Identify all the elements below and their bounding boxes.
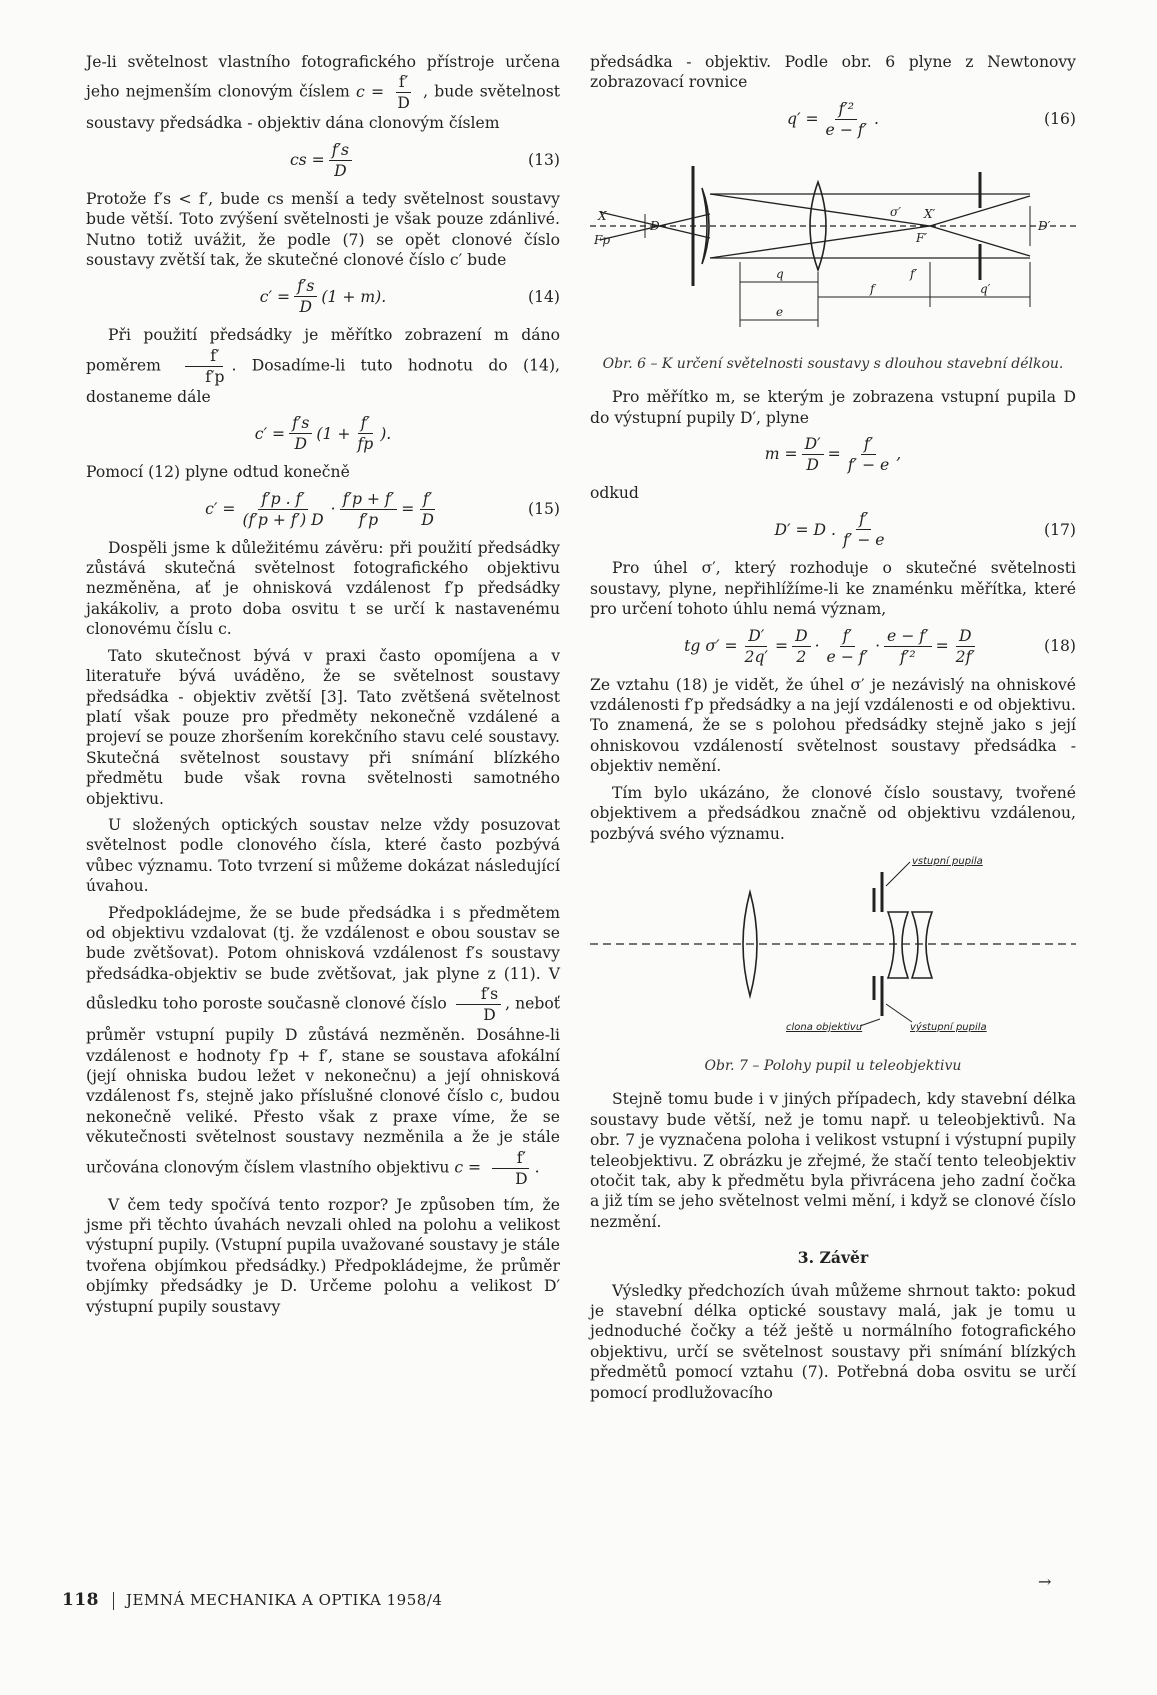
journal-title: JEMNÁ MECHANIKA A OPTIKA 1958/4 — [126, 1591, 443, 1609]
right-column — [590, 52, 1076, 1409]
paragraph: Při použití předsádky je měřítko zobrazení m dáno poměrem $\frac{f'}{f'p}$ . Dosadíme-li tuto hodnotu do (14), dostaneme dále — [86, 326, 560, 406]
paragraph: Dospěli jsme k důležitému závěru: při použití předsádky zůstává skutečná světelnost fotografického objektivu nezměněna, ať je ohnisková vzdálenost f′p předsádky jakákoliv, a proto doba osvitu t se určí k nastavenému clonovému číslu c. — [86, 538, 560, 639]
paragraph: Je-li světelnost vlastního fotografického přístroje určena jeho nejmenším clonovým číslem c = $\frac{f'}{D}$ , bude světelnost soustavy předsádka - objektiv dána clonovým číslem — [86, 53, 560, 133]
fig6-label-d: D — [650, 218, 660, 233]
figure-7-diagram — [590, 854, 1076, 1044]
fig6-label-e: e — [776, 304, 784, 319]
fig6-label-qp: q′ — [980, 281, 991, 296]
section-heading: 3. Závěr — [797, 1248, 869, 1268]
left-column — [86, 52, 560, 1323]
paragraph: V čem tedy spočívá tento rozpor? Je způsoben tím, že jsme při těchto úvahách nevzali ohled na polohu a velikost výstupní pupily. (Vstupní pupila uvažované soustavy je stále tvořena objímkou předsádky.) Předpokládejme, že průměr objímky předsádky je D. Určeme polohu a velikost D′ výstupní pupily soustavy — [86, 1195, 560, 1316]
fig7-label-clona: clona objektivu — [786, 1021, 863, 1033]
equation-c: c′ = $\frac{f's}{D}$ (1 + $\frac{f'}{fp}$ ). — [254, 414, 392, 454]
leader-line — [886, 1004, 912, 1022]
paragraph: U složených optických soustav nelze vždy posuzovat světelnost podle clonového čísla, které často pozbývá vůbec významu. Toto tvrzení si můžeme dokázat následující úvahou. — [86, 815, 560, 896]
rear-lens-1 — [888, 912, 908, 978]
paragraph: Tím bylo ukázáno, že clonové číslo soustavy, tvořené objektivem a předsádkou značně od objektivu vzdálenou, pozbývá svého významu. — [590, 783, 1076, 843]
equation-15: c′ = $\frac{f'p . f'}{(f'p + f') D}$ · $\frac{f'p + f'}{f'p}$ = $\frac{f'}{D}$ (15) — [205, 489, 560, 529]
figure-6-diagram — [590, 152, 1076, 342]
continue-arrow: → — [1038, 1572, 1052, 1591]
equation-14: c′ = $\frac{f's}{D}$ (1 + m). (14) — [259, 277, 560, 317]
equation-17: D′ = D . $\frac{f'}{f' - e}$ (17) — [774, 510, 1076, 550]
paragraph: Výsledky předchozích úvah můžeme shrnout takto: pokud je stavební délka optické soustavy malá, jak je tomu u jednoduché čočky a též ještě u normálního fotografického objektivu, určí se světelnost soustavy při snímání blízkých předmětů pomocí vztahu (7). Potřebná doba osvitu se určí pomocí prodlužovacího — [590, 1281, 1076, 1402]
fig6-label-sigma: σ′ — [890, 204, 901, 219]
paragraph: Protože f′s < f′, bude cs menší a tedy světelnost soustavy bude větší. Toto zvýšení světelnosti je však pouze zdánlivé. Nutno totiž uvážit, že podle (7) se opět clonové číslo soustavy zvětší tak, že skutečné clonové číslo c′ bude — [86, 189, 560, 270]
equation-m: m = $\frac{D'}{D}$ = $\frac{f'}{f' - e}$ , — [764, 435, 902, 475]
ray-line — [710, 226, 930, 258]
equation-16: q′ = $\frac{\text{f′²}}{e - f'}$ . (16) — [786, 99, 1076, 139]
paragraph: Tato skutečnost bývá v praxi často opomíjena a v literatuře bývá uváděno, že se světelnost soustavy předsádka - objektiv zvětší [3]. Tato zvětšená světelnost platí však pouze pro předměty nekonečně vzdálené a projeví se pouze zhoršením korekčního stavu celé soustavy. Skutečná světelnost soustavy při snímání blízkého předmětu bude však rovna světelnosti samotného objektivu. — [86, 646, 560, 808]
fig6-label-fprime: F′ — [916, 230, 928, 245]
fig6-label-fp2: f′ — [910, 266, 918, 281]
paragraph: Pomocí (12) plyne odtud konečně — [86, 463, 350, 482]
fig6-label-x: X — [598, 208, 607, 223]
fig6-label-dprime: D′ — [1038, 218, 1051, 233]
paragraph: Ze vztahu (18) je vidět, že úhel σ′ je nezávislý na ohniskové vzdálenosti f′p předsádky a na její vzdálenosti e od objektivu. To znamená, že se s polohou předsádky stejně jako s její ohniskovou vzdáleností světelnost soustavy předsádka - objektiv nemění. — [590, 675, 1076, 776]
fig6-label-fp: Fp — [594, 232, 611, 247]
paragraph: odkud — [590, 484, 639, 503]
paragraph: Stejně tomu bude i v jiných případech, kdy stavební délka soustavy bude větší, než je tomu např. u teleobjektivů. Na obr. 7 je vyznačena poloha i velikost vstupní i výstupní pupily teleobjektivu. Z obrázku je zřejmé, že stačí tento teleobjektiv otočit tak, aby k předmětu byla přivrácena jeho zadní čočka a již tím se jeho světelnost velmi mění, i když se clonové číslo nezmění. — [590, 1090, 1076, 1231]
equation-18: tg σ′ = $\frac{D'}{2q'}$ = $\frac{D}{2}$ · $\frac{f'}{e - f'}$ · $\frac{e - f'}{\text{f′²}}$ = $\frac{D}{2f'}$ (18) — [684, 626, 1076, 666]
paragraph: Pro měřítko m, se kterým je zobrazena vstupní pupila D do výstupní pupily D′, plyne — [590, 388, 1076, 427]
fig6-label-f: f — [870, 281, 875, 296]
inline-equation: c = $\frac{f'}{D}$ — [356, 73, 410, 113]
paragraph: Pro úhel σ′, který rozhoduje o skutečné světelnosti soustavy, plyne, nepřihlížíme-li ke znaménku měřítka, které pro určení tohoto úhlu nemá význam, — [590, 559, 1076, 619]
equation-13: cs = $\frac{f's}{D}$ (13) — [289, 140, 560, 180]
fig6-label-q: q — [776, 266, 784, 281]
leader-line — [860, 1019, 880, 1026]
paragraph: Předpokládejme, že se bude předsádka i s předmětem od objektivu vzdalovat (tj. že vzdálenost e obou soustav se bude zvětšovat). Potom ohnisková vzdálenost f′s soustavy předsádka-objektiv se bude zvětšovat, jak plyne z (11). V důsledku toho poroste současně clonové číslo $\frac{f's}{D}$ , neboť průměr vstupní pupily D zůstává nezměněn. Dosáhne-li vzdálenost e hodnoty f′p + f′, stane se soustava afokální (její ohniska budou ležet v nekonečnu) a její ohnisková vzdálenost f′s, stejně jako příslušné clonové číslo c, budou nekonečně veliké. Přesto však z praxe víme, že se věkutečnosti světelnost soustavy nezměnila a že je stále určována clonovým číslem vlastního objektivu c = $\frac{f'}{D}$ . — [86, 903, 560, 1188]
rear-lens-2 — [912, 912, 932, 978]
fig7-label-vstupni: vstupní pupila — [912, 855, 983, 867]
fig6-label-xp: X′ — [924, 206, 936, 221]
leader-line — [886, 862, 910, 886]
fig7-label-vystupni: výstupní pupila — [910, 1021, 987, 1033]
paragraph: předsádka - objektiv. Podle obr. 6 plyne z Newtonovy zobrazovací rovnice — [590, 53, 1076, 92]
page-footer — [62, 1590, 442, 1610]
footer-divider — [113, 1592, 114, 1610]
figure-7-caption: Obr. 7 – Polohy pupil u teleobjektivu — [704, 1058, 962, 1075]
page-number: 118 — [62, 1590, 99, 1610]
figure-6-caption: Obr. 6 – K určení světelnosti soustavy s dlouhou stavební délkou. — [602, 356, 1064, 373]
